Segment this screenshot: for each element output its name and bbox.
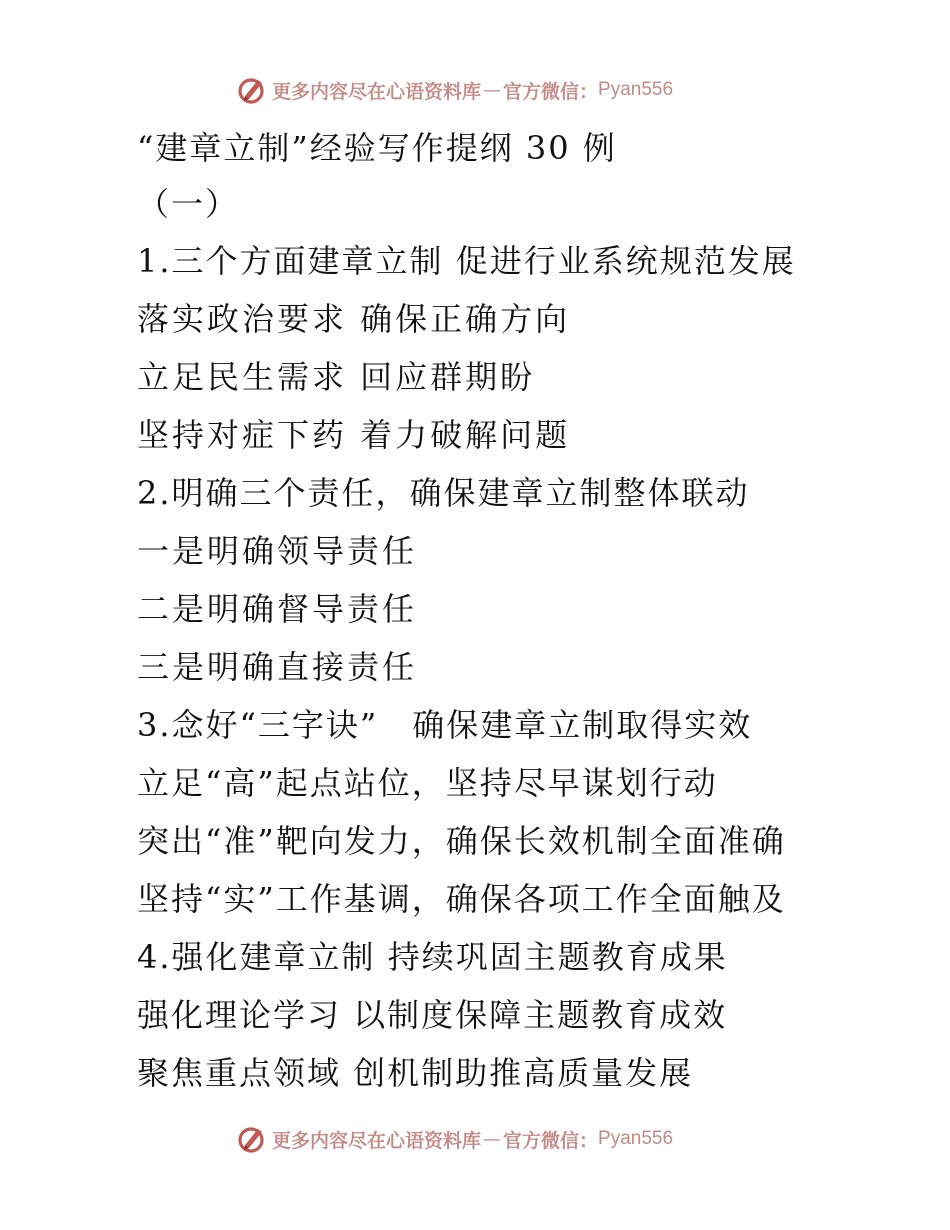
pen-circle-icon [236,1123,268,1155]
outline-line: 立足“高”起点站位，坚持尽早谋划行动 [137,764,718,802]
outline-heading-4: 4.强化建章立制 持续巩固主题教育成果 [137,938,728,976]
watermark-separator: — [483,1128,502,1150]
watermark-id: Pyan556 [598,79,674,100]
outline-heading-1: 1.三个方面建章立制 促进行业系统规范发展 [137,242,796,280]
outline-line: 立足民生需求 回应群期盼 [137,358,536,396]
outline-line: 坚持对症下药 着力破解问题 [137,416,571,454]
watermark-separator: — [483,79,502,101]
outline-line: 二是明确督导责任 [137,590,418,628]
outline-line: 强化理论学习 以制度保障主题教育成效 [137,996,728,1034]
outline-line: 一是明确领导责任 [137,532,418,570]
outline-line: 坚持“实”工作基调，确保各项工作全面触及 [137,880,786,918]
pen-circle-icon [236,74,268,106]
document-body [137,120,927,1102]
watermark-text: 更多内容尽在心语资料库 [272,1129,482,1152]
outline-heading-2: 2.明确三个责任，确保建章立制整体联动 [137,474,750,512]
section-heading: （一） [137,185,240,223]
document-title: “建章立制”经验写作提纲 30 例 [137,129,617,167]
outline-line: 聚焦重点领域 创机制助推高质量发展 [137,1054,694,1092]
outline-line: 落实政治要求 确保正确方向 [137,300,571,338]
header-watermark [236,73,673,107]
watermark-label: 官方微信： [503,80,599,103]
watermark-label: 官方微信： [503,1129,599,1152]
footer-watermark [236,1122,673,1156]
outline-line: 突出“准”靶向发力，确保长效机制全面准确 [137,822,786,860]
watermark-text: 更多内容尽在心语资料库 [272,80,482,103]
outline-line: 三是明确直接责任 [137,648,418,686]
outline-heading-3: 3.念好“三字诀” 确保建章立制取得实效 [137,706,753,744]
watermark-id: Pyan556 [598,1128,674,1149]
